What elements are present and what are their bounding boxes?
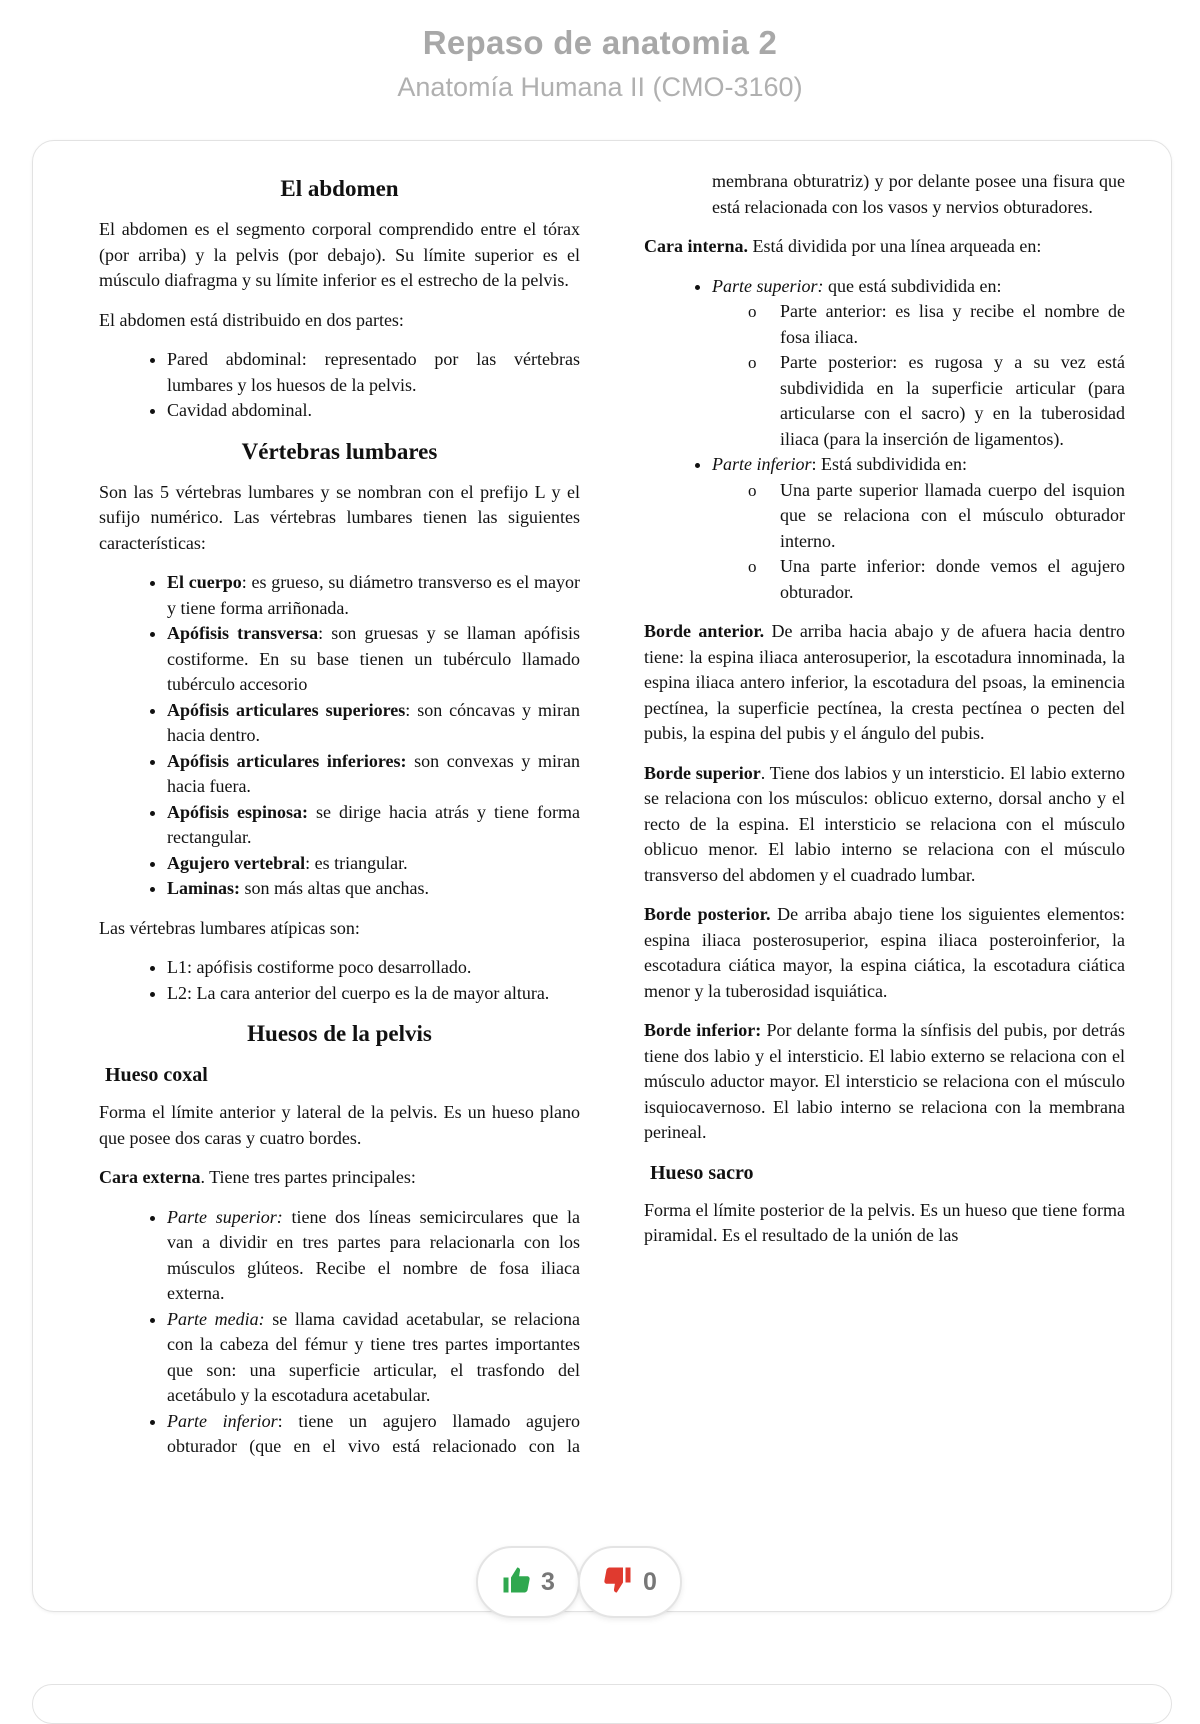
document-card: [32, 140, 1172, 1612]
thumbs-down-icon: [603, 1565, 633, 1600]
paragraph: Las vértebras lumbares atípicas son:: [99, 917, 360, 938]
document-viewport[interactable]: [99, 171, 1125, 1551]
cara-interna-list: [644, 274, 1125, 606]
term: Borde inferior:: [644, 1020, 762, 1040]
vote-bar: [476, 1546, 680, 1618]
definition: De arriba hacia abajo y de afuera hacia dentro tiene: la espina iliaca anterosuperior, la escotadura innominada, la espina iliaca antero inferior, la escotadura del psoas, la eminencia pectínea, la superficie pectínea, la cresta pectínea o pecten del pubis, la espina del pubis y el ángulo del pubis.: [644, 621, 1125, 743]
list-item: [167, 876, 580, 902]
list-item: [712, 452, 1125, 605]
definition: : son cóncavas y miran hacia dentro.: [167, 699, 580, 745]
paragraph: El abdomen está distribuido en dos partes:: [99, 309, 404, 330]
term: Borde superior: [644, 762, 761, 783]
definition: De arriba abajo tiene los siguientes elementos: espina iliaca posterosuperior, espina iliaca posteroinferior, la escotadura ciática mayor, la espina ciática, la escotadura ciática menor y la tuberosidad isquiática.: [644, 904, 1125, 1001]
list-item: [167, 570, 580, 621]
term: Apófisis articulares inferiores:: [167, 750, 407, 771]
term: El cuerpo: [167, 572, 242, 592]
list-item: • Cavidad abdominal.: [167, 398, 580, 424]
list-item: [167, 800, 580, 851]
definition: : tiene un agujero llamado agujero obturador (que en el vivo está relacionado con la membrana obturatriz) y por delante posee una fisura que está relacionada con los vasos y nervios obturadores.: [167, 171, 1125, 1456]
term: Apófisis articulares superiores: [167, 699, 406, 720]
definition: que está subdividida en:: [823, 275, 1002, 296]
section-heading-pelvis: Huesos de la pelvis: [247, 1021, 432, 1046]
section-heading-abdomen: El abdomen: [280, 176, 399, 201]
subheading-hueso-sacro: Hueso sacro: [650, 1161, 754, 1184]
definition: . Tiene tres partes principales:: [200, 1167, 416, 1187]
paragraph: [99, 1165, 580, 1191]
term: Parte superior:: [712, 275, 824, 296]
term: Cara externa: [99, 1167, 201, 1187]
list-item: [167, 698, 580, 749]
sub-list: [712, 478, 1125, 606]
upvote-count: 3: [541, 1567, 555, 1596]
list-item: • Pared abdominal: representado por las vértebras lumbares y los huesos de la pelvis.: [167, 347, 580, 398]
list-item: [712, 274, 1125, 453]
list-item: • L1: apófisis costiforme poco desarrollado.: [167, 955, 580, 981]
vertebra-features-list: [99, 570, 580, 902]
term: Agujero vertebral: [167, 852, 306, 873]
list-item: [167, 1205, 580, 1307]
term: Parte inferior: [712, 454, 812, 474]
definition: Por delante forma la sínfisis del pubis, por detrás tiene dos labio y el intersticio. El labio externo se relaciona con el músculo aductor mayor. El intersticio se relaciona con el músculo isquiocavernoso. El labio interno se relaciona con la membrana perineal.: [644, 1020, 1125, 1142]
thumbs-up-shape: [504, 1567, 530, 1592]
thumbs-down-shape: [604, 1567, 630, 1592]
definition: tiene dos líneas semicirculares que la van a dividir en tres partes para relacionarla con los músculos glúteos. Recibe el nombre de fosa iliaca externa.: [167, 1206, 580, 1303]
paragraph: [644, 619, 1125, 747]
sub-list: [712, 299, 1125, 452]
paragraph: [644, 234, 1125, 260]
page-title: Repaso de anatomia 2: [422, 24, 778, 61]
paragraph: [644, 902, 1125, 1004]
term: Laminas:: [167, 878, 241, 898]
course-subtitle: Anatomía Humana II (CMO-3160): [397, 72, 803, 102]
paragraph: Forma el límite posterior de la pelvis. Es un hueso que tiene forma piramidal. Es el resultado de la unión de las: [644, 1199, 1125, 1245]
term: Apófisis espinosa:: [167, 801, 309, 822]
term: Apófisis transversa: [167, 623, 319, 643]
term: Parte superior:: [167, 1206, 283, 1227]
downvote-count: 0: [643, 1567, 657, 1596]
paragraph: [644, 761, 1125, 889]
definition: se dirige hacia atrás y tiene forma rectangular.: [167, 801, 581, 847]
subheading-hueso-coxal: Hueso coxal: [105, 1064, 208, 1086]
atypical-vertebrae-list: [99, 955, 580, 1006]
list-item: [167, 749, 580, 800]
next-document-card: [32, 1684, 1172, 1724]
upvote-button[interactable]: [476, 1546, 580, 1618]
thumbs-up-icon: [501, 1565, 531, 1600]
definition: Está dividida por una línea arqueada en:: [747, 236, 1042, 256]
paragraph: El abdomen es el segmento corporal comprendido entre el tórax (por arriba) y la pelvis (por debajo). Su límite superior es el músculo diafragma y su límite inferior es el estrecho de la pelvis.: [99, 219, 580, 290]
paragraph: Forma el límite anterior y lateral de la pelvis. Es un hueso plano que posee dos caras y cuatro bordes.: [99, 1102, 580, 1148]
term: Borde anterior.: [644, 621, 765, 641]
definition: . Tiene dos labios y un intersticio. El labio externo se relaciona con los músculos: oblicuo externo, dorsal ancho y el recto de la espina. El intersticio se relaciona con el músculo oblicuo menor. El labio interno se relaciona con el músculo transverso del abdomen y el cuadrado lumbar.: [644, 762, 1125, 885]
definition: : son gruesas y se llaman apófisis costiforme. En su base tienen un tubérculo llamado tubérculo accesorio: [167, 623, 580, 694]
definition: : es triangular.: [305, 852, 408, 873]
definition: se llama cavidad acetabular, se relaciona con la cabeza del fémur y tiene tres partes importantes que son: una superficie articular, el trasfondo del acetábulo y la escotadura acetabular.: [167, 1308, 580, 1405]
term: Cara interna.: [644, 236, 748, 256]
sub-list-item: o Una parte inferior: donde vemos el agujero obturador.: [780, 554, 1125, 605]
paragraph: [644, 1018, 1125, 1146]
definition: son convexas y miran hacia fuera.: [167, 750, 580, 796]
list-item: [167, 621, 580, 698]
sub-list-item: o Parte anterior: es lisa y recibe el nombre de fosa iliaca.: [780, 299, 1125, 350]
sub-list-item: o Parte posterior: es rugosa y a su vez está subdividida en la superficie articular (para articularse con el sacro) y en la tuberosidad iliaca (para la inserción de ligamentos).: [780, 350, 1125, 452]
list-item: • L2: La cara anterior del cuerpo es la de mayor altura.: [167, 981, 580, 1007]
definition: son más altas que anchas.: [240, 878, 429, 898]
definition: : Está subdividida en:: [811, 454, 967, 474]
term: Borde posterior.: [644, 904, 771, 924]
sub-list-item: o Una parte superior llamada cuerpo del isquion que se relaciona con el músculo obturador interno.: [780, 478, 1125, 555]
abdomen-parts-list: [99, 347, 580, 424]
term: Parte inferior: [167, 1410, 278, 1431]
paragraph: Son las 5 vértebras lumbares y se nombran con el prefijo L y el sufijo numérico. Las vértebras lumbares tienen las siguientes características:: [99, 481, 580, 553]
definition: : es grueso, su diámetro transverso es el mayor y tiene forma arriñonada.: [167, 572, 580, 618]
document-content: [99, 169, 1125, 1509]
downvote-button[interactable]: [578, 1546, 682, 1618]
section-heading-vertebras: Vértebras lumbares: [241, 438, 438, 464]
list-item: [167, 851, 580, 877]
list-item: [167, 1307, 580, 1409]
term: Parte media:: [167, 1308, 265, 1329]
